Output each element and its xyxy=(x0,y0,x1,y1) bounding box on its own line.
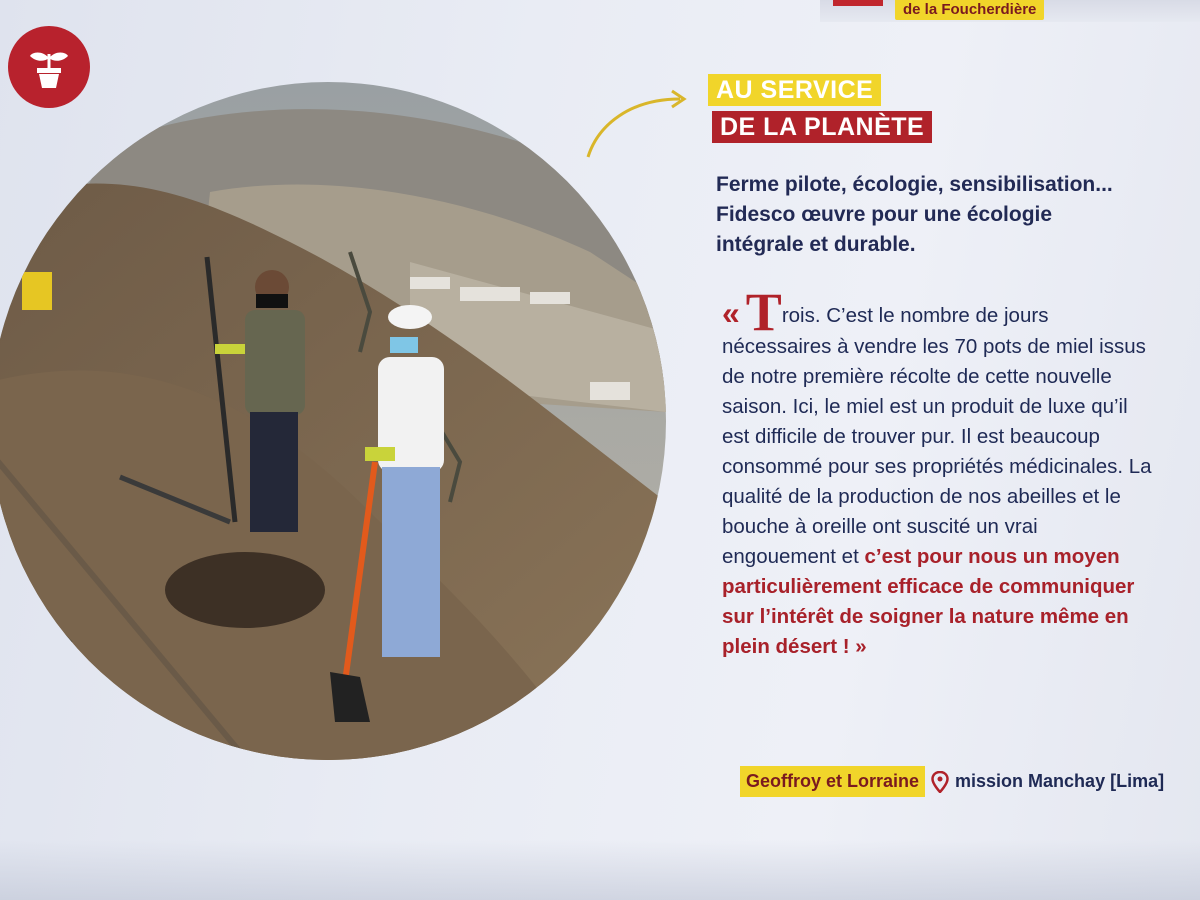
dropcap: T xyxy=(745,282,782,342)
quote-body: rois. C’est le nombre de jours nécessaires à vendre les 70 pots de miel issus de notre première récolte de cette nouvelle saison. Ici, le miel est un produit de luxe qu’il est difficile de trouver pur. Il est beaucoup consommé pour ses propriétés médicinales. La qualité de la production de nos abeilles et le bouche à oreille ont suscité un vrai engouement et xyxy=(722,304,1152,568)
plant-pot-icon xyxy=(8,26,90,108)
signature xyxy=(740,766,1164,797)
signature-names: Geoffroy et Lorraine xyxy=(740,766,925,797)
kicker-line-2: DE LA PLANÈTE xyxy=(712,111,932,143)
photo-volunteers xyxy=(0,82,666,760)
quote-highlight: c’est pour nous un moyen particulièrement efficace de communiquer sur l’intérêt de soigner la nature même en plein désert ! » xyxy=(722,545,1135,658)
page-shadow xyxy=(0,840,1200,900)
arrow-icon xyxy=(580,85,700,165)
header-tab: de la Foucherdière xyxy=(895,0,1044,20)
quote-open-mark: « xyxy=(722,295,740,331)
testimonial-quote xyxy=(722,282,1152,662)
signature-place: mission Manchay [Lima] xyxy=(955,771,1165,791)
location-pin-icon xyxy=(931,771,949,793)
top-red-bar xyxy=(833,0,883,6)
kicker-line-1: AU SERVICE xyxy=(708,74,881,106)
lead-paragraph: Ferme pilote, écologie, sensibilisation... Fidesco œuvre pour une écologie intégrale et durable. xyxy=(716,173,1113,256)
